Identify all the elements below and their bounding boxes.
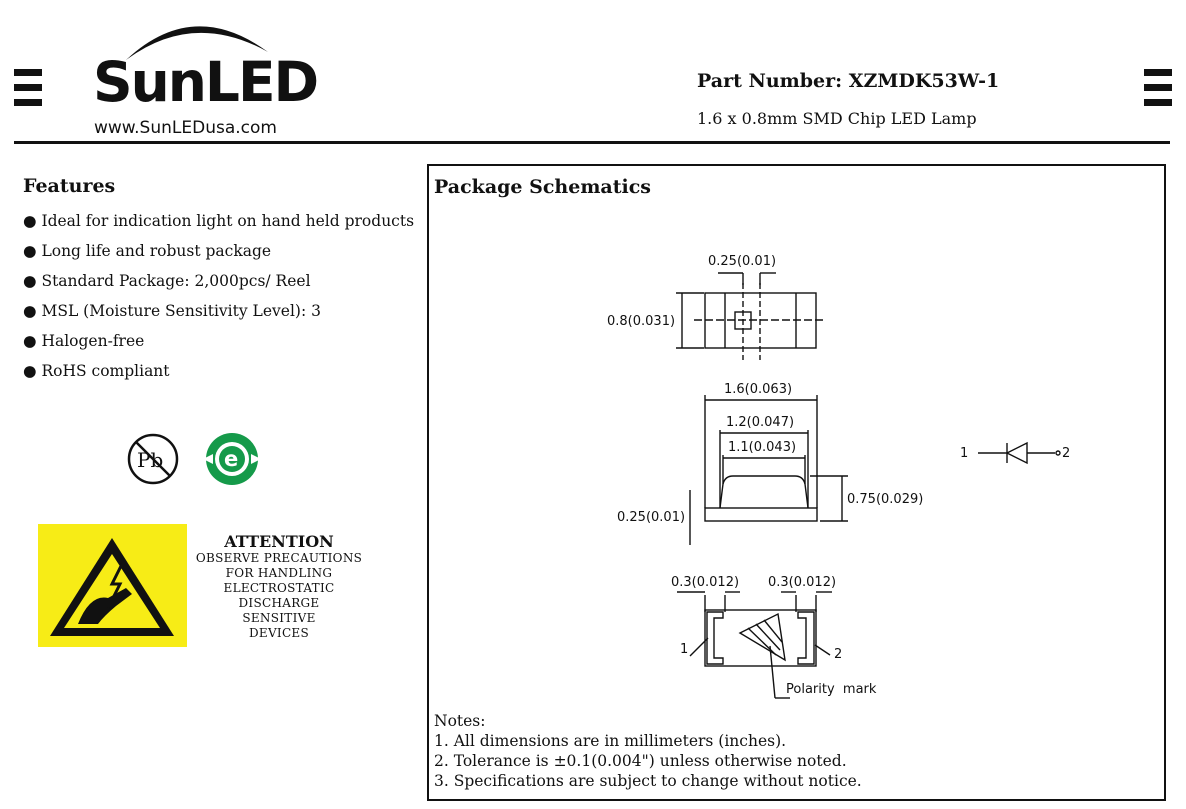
note-item: 2. Tolerance is ±0.1(0.004") unless otherwise noted.: [434, 752, 847, 770]
schematics-title: Package Schematics: [434, 176, 651, 198]
attention-line: DEVICES: [248, 626, 310, 640]
diode-pin-2-label: 2: [1062, 446, 1071, 461]
menu-bars-right-icon: [1144, 69, 1172, 114]
pin-1-label: 1: [680, 642, 689, 657]
note-item: 3. Specifications are subject to change without notice.: [434, 772, 862, 790]
svg-text:Pb: Pb: [137, 448, 164, 472]
svg-text:e: e: [224, 447, 239, 471]
attention-line: SENSITIVE: [242, 611, 316, 625]
part-description: 1.6 x 0.8mm SMD Chip LED Lamp: [697, 109, 977, 128]
dim-top-height: 0.8(0.031): [607, 314, 676, 329]
pin-2-label: 2: [834, 647, 843, 662]
attention-line: OBSERVE PRECAUTIONS: [195, 551, 363, 565]
attention-block: [190, 533, 368, 641]
notes-block: [434, 711, 862, 791]
header-divider: [14, 141, 1170, 144]
logo-url[interactable]: www.SunLEDusa.com: [94, 118, 277, 138]
part-number: Part Number: XZMDK53W-1: [697, 70, 1000, 92]
menu-bars-left-icon: [14, 69, 42, 114]
feature-item: ● MSL (Moisture Sensitivity Level): 3: [23, 302, 321, 320]
lead-free-icon: [126, 432, 180, 486]
note-item: 1. All dimensions are in millimeters (inches).: [434, 732, 787, 750]
dim-height: 0.75(0.029): [847, 492, 924, 507]
attention-title: ATTENTION: [224, 532, 334, 551]
diode-pin-1-label: 1: [960, 446, 969, 461]
feature-item: ● RoHS compliant: [23, 362, 170, 380]
dim-inner1: 1.2(0.047): [726, 415, 795, 430]
esd-warning-icon: [38, 524, 187, 647]
features-title: Features: [23, 175, 116, 197]
polarity-mark-label: Polarity mark: [786, 682, 877, 697]
dim-pad-left: 0.3(0.012): [671, 575, 740, 590]
dim-length: 1.6(0.063): [724, 382, 793, 397]
attention-line: FOR HANDLING: [225, 566, 333, 580]
dim-pad-right: 0.3(0.012): [768, 575, 837, 590]
schematics-panel: [427, 164, 1166, 801]
feature-item: ● Halogen-free: [23, 332, 145, 350]
notes-title: Notes:: [434, 712, 486, 730]
feature-item: ● Standard Package: 2,000pcs/ Reel: [23, 272, 311, 290]
feature-item: ● Ideal for indication light on hand held products: [23, 212, 415, 230]
attention-line: DISCHARGE: [238, 596, 320, 610]
logo-text: SunLED: [93, 50, 318, 114]
dimension-labels: [429, 166, 1164, 799]
attention-line: ELECTROSTATIC: [223, 581, 335, 595]
feature-item: ● Long life and robust package: [23, 242, 272, 260]
dim-top-width: 0.25(0.01): [708, 254, 777, 269]
environment-friendly-icon: [201, 430, 263, 488]
dim-base: 0.25(0.01): [617, 510, 686, 525]
dim-inner2: 1.1(0.043): [728, 440, 797, 455]
features-list: [23, 212, 414, 392]
